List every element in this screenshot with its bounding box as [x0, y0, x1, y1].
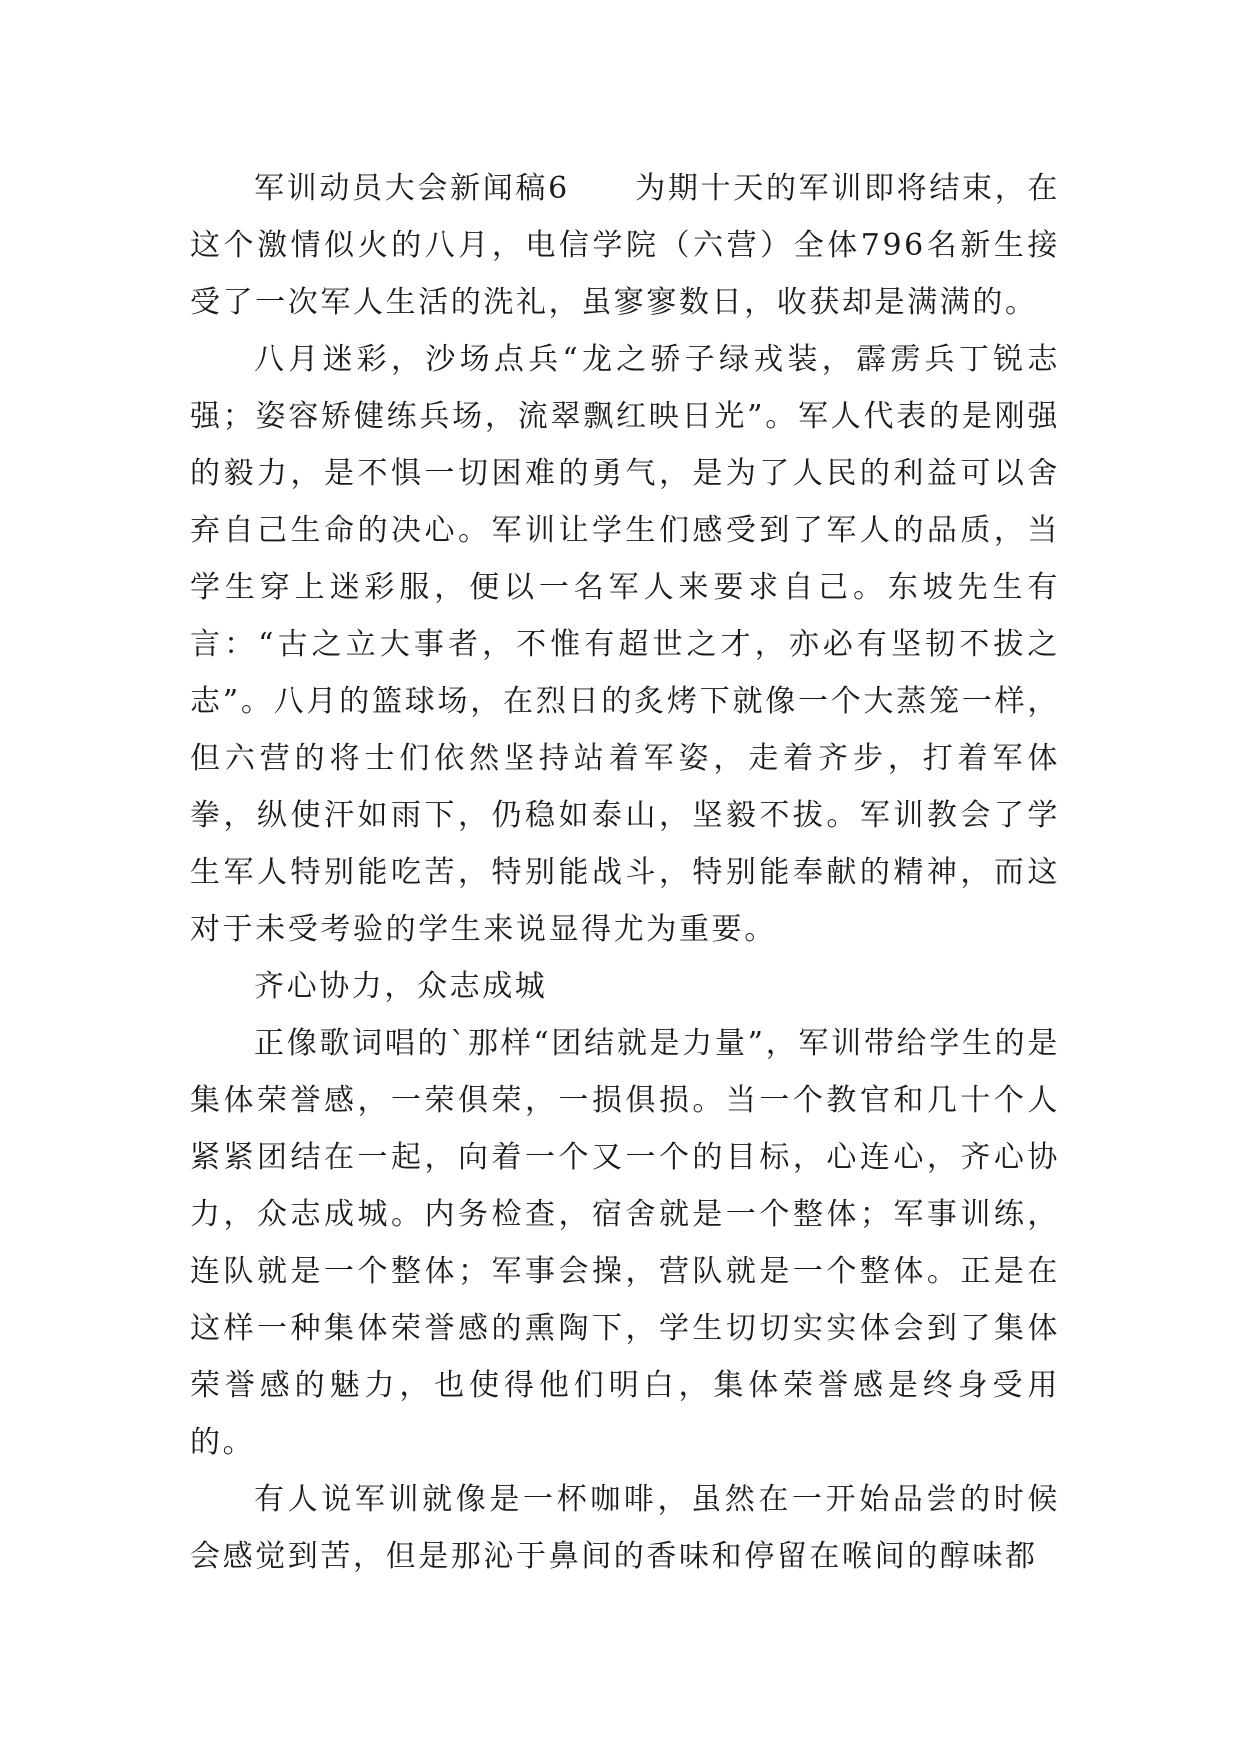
paragraph-unity: 正像歌词唱的`那样“团结就是力量”，军训带给学生的是集体荣誉感，一荣俱荣，一损俱损。当一个教官和几十个人紧紧团结在一起，向着一个又一个的目标，心连心，齐心协力，众志成城。内务检查，宿舍就是一个整体；军事训练，连队就是一个整体；军事会操，营队就是一个整体。正是在这样一种集体荣誉感的熏陶下，学生切切实实体会到了集体荣誉感的魅力，也使得他们明白，集体荣誉感是终身受用的。 — [190, 1026, 1060, 1460]
paragraph-camouflage: 八月迷彩，沙场点兵“龙之骄子绿戎装，霹雳兵丁锐志强；姿容矫健练兵场，流翠飘红映日光”。军人代表的是刚强的毅力，是不惧一切困难的勇气，是为了人民的利益可以舍弃自己生命的决心。军训让学生们感受到了军人的品质，当学生穿上迷彩服，便以一名军人来要求自己。东坡先生有言：“古之立大事者，不惟有超世之才，亦必有坚韧不拔之志”。八月的篮球场，在烈日的炙烤下就像一个大蒸笼一样，但六营的将士们依然坚持站着军姿，走着齐步，打着军体拳，纵使汗如雨下，仍稳如泰山，坚毅不拔。军训教会了学生军人特别能吃苦，特别能战斗，特别能奉献的精神，而这对于未受考验的学生来说显得尤为重要。 — [190, 342, 1060, 947]
paragraph-coffee: 有人说军训就像是一杯咖啡，虽然在一开始品尝的时候会感觉到苦，但是那沁于鼻间的香味和停留在喉间的醇味都 — [190, 1482, 1060, 1574]
paragraph-heading-unity: 齐心协力，众志成城 — [254, 969, 548, 1004]
paragraph-intro: 军训动员大会新闻稿6 为期十天的军训即将结束，在这个激情似火的八月，电信学院（六营）全体796名新生接受了一次军人生活的洗礼，虽寥寥数日，收获却是满满的。 — [190, 171, 1060, 320]
document-page — [190, 160, 1060, 1585]
